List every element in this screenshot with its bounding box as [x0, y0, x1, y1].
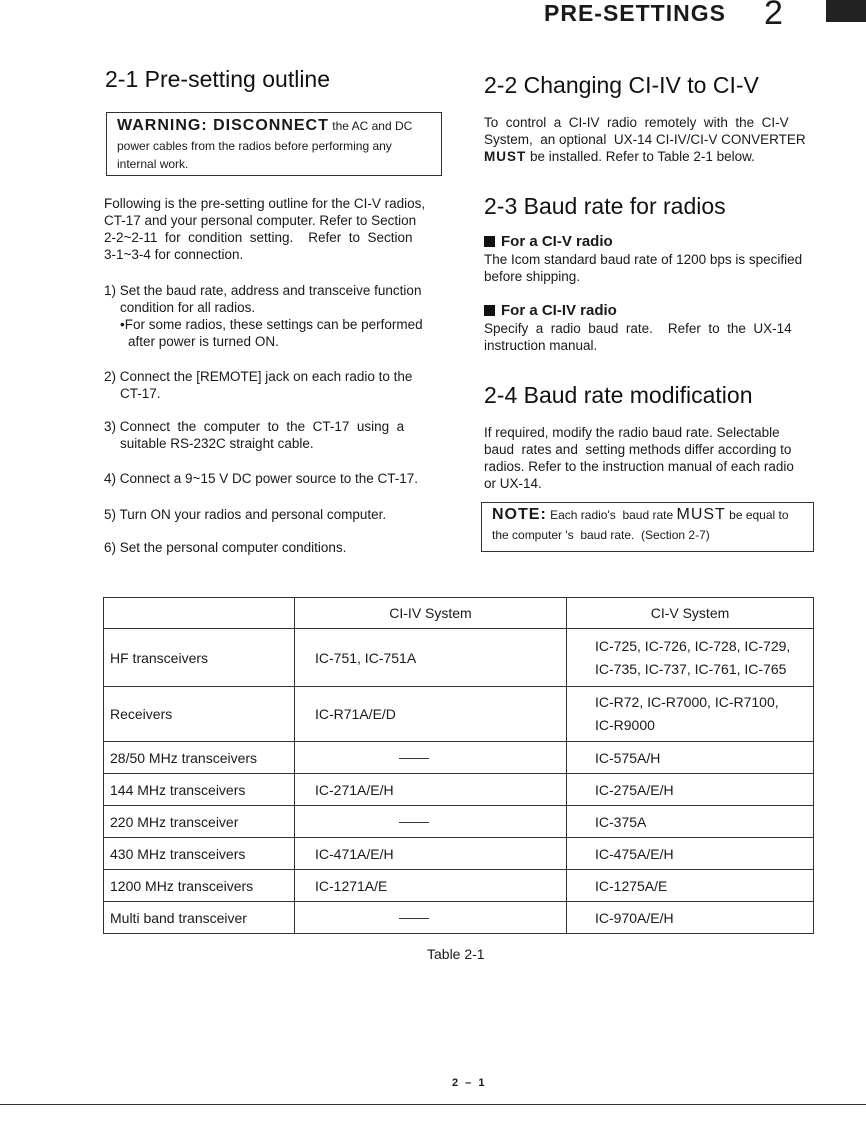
- body-line: Specify a radio baud rate. Refer to the UX-14: [484, 321, 792, 336]
- body-line: System, an optional UX-14 CI-IV/CI-V CONVERTER: [484, 132, 806, 147]
- intro-line: 3-1~3-4 for connection.: [104, 247, 244, 262]
- civ5-cell: [567, 687, 814, 742]
- intro-paragraph: [104, 195, 425, 263]
- subheading-civ: [484, 233, 613, 250]
- row-label: Receivers: [104, 687, 295, 742]
- civ5-cell: IC-275A/E/H: [567, 774, 814, 806]
- civ4-cell: [295, 742, 567, 774]
- step-text: suitable RS-232C straight cable.: [120, 436, 314, 451]
- row-label: 1200 MHz transceivers: [104, 870, 295, 902]
- warning-text-3: internal work.: [117, 157, 189, 171]
- row-label: 28/50 MHz transceivers: [104, 742, 295, 774]
- table-row: [104, 838, 814, 870]
- civ5-cell: IC-970A/E/H: [567, 902, 814, 934]
- warning-box: [106, 112, 442, 176]
- section-2-3-title: 2-3 Baud rate for radios: [484, 193, 726, 219]
- table-header-cell: [104, 598, 295, 629]
- table-row: [104, 806, 814, 838]
- row-label: 430 MHz transceivers: [104, 838, 295, 870]
- subheading-text: For a CI-IV radio: [501, 302, 617, 319]
- civ4-cell: [295, 902, 567, 934]
- cell-line: IC-725, IC-726, IC-728, IC-729,: [595, 637, 791, 654]
- warning-text-1: the AC and DC: [332, 119, 413, 133]
- note-heading: NOTE:: [492, 506, 547, 523]
- table-row: [104, 742, 814, 774]
- row-label: 144 MHz transceivers: [104, 774, 295, 806]
- body-line: or UX-14.: [484, 476, 542, 491]
- civ4-cell: IC-271A/E/H: [295, 774, 567, 806]
- section-2-4-title: 2-4 Baud rate modification: [484, 382, 753, 408]
- subheading-civ4: [484, 302, 617, 319]
- civ-body: [484, 251, 802, 285]
- intro-line: CT-17 and your personal computer. Refer to Section: [104, 213, 417, 228]
- body-line: The Icom standard baud rate of 1200 bps is specified: [484, 252, 803, 267]
- subheading-text: For a CI-V radio: [501, 233, 613, 250]
- note-text: Each radio's baud rate: [546, 508, 677, 522]
- intro-line: 2-2~2-11 for condition setting. Refer to Section: [104, 230, 413, 245]
- body-line: instruction manual.: [484, 338, 598, 353]
- body-line: before shipping.: [484, 269, 581, 284]
- civ5-cell: [567, 629, 814, 687]
- must-emphasis: MUST: [676, 506, 726, 523]
- none-dash: [399, 822, 429, 823]
- note-text: the computer 's baud rate. (Section 2-7): [492, 528, 710, 542]
- warning-text-2: power cables from the radios before performing any: [117, 139, 392, 153]
- body-line: If required, modify the radio baud rate. Selectable: [484, 425, 780, 440]
- step-text: condition for all radios.: [120, 300, 256, 315]
- footer-rule: [0, 1104, 866, 1105]
- body-line: To control a CI-IV radio remotely with the CI-V: [484, 115, 789, 130]
- civ4-cell: IC-1271A/E: [295, 870, 567, 902]
- civ5-cell: IC-1275A/E: [567, 870, 814, 902]
- none-dash: [399, 918, 429, 919]
- section-2-1-title: 2-1 Pre-setting outline: [105, 66, 331, 92]
- table-header-cell: CI-IV System: [295, 598, 567, 629]
- note-box: [481, 502, 814, 552]
- step-text: 1) Set the baud rate, address and transceive function: [104, 283, 422, 298]
- step-text: 3) Connect the computer to the CT-17 using a: [104, 419, 405, 434]
- table-row: [104, 870, 814, 902]
- step-4: 4) Connect a 9~15 V DC power source to the CT-17.: [104, 471, 419, 486]
- civ5-cell: IC-575A/H: [567, 742, 814, 774]
- note-text: be equal to: [725, 508, 789, 522]
- page-number: 2 – 1: [452, 1077, 487, 1089]
- section-2-2-title: 2-2 Changing CI-IV to CI-V: [484, 72, 759, 98]
- civ4-cell: [295, 806, 567, 838]
- step-text: CT-17.: [120, 386, 161, 401]
- page-header-title: PRE-SETTINGS: [544, 0, 726, 26]
- body-line: be installed. Refer to Table 2-1 below.: [526, 149, 755, 164]
- table-header-row: [104, 598, 814, 629]
- table-header-cell: CI-V System: [567, 598, 814, 629]
- civ4-cell: IC-751, IC-751A: [295, 629, 567, 687]
- step-2: [104, 368, 412, 402]
- body-line: baud rates and setting methods differ according to: [484, 442, 792, 457]
- civ4-cell: IC-471A/E/H: [295, 838, 567, 870]
- cell-line: IC-R9000: [595, 717, 655, 733]
- table-row: [104, 687, 814, 742]
- step-5: 5) Turn ON your radios and personal computer.: [104, 507, 387, 522]
- step-text: after power is turned ON.: [128, 334, 279, 349]
- square-bullet-icon: [484, 236, 495, 247]
- row-label: HF transceivers: [104, 629, 295, 687]
- step-text: 2) Connect the [REMOTE] jack on each radio to the: [104, 369, 413, 384]
- must-emphasis: MUST: [484, 149, 527, 164]
- civ5-cell: IC-375A: [567, 806, 814, 838]
- section-2-2-body: [484, 114, 806, 165]
- table-row: [104, 902, 814, 934]
- civ4-cell: IC-R71A/E/D: [295, 687, 567, 742]
- row-label: Multi band transceiver: [104, 902, 295, 934]
- cell-line: IC-735, IC-737, IC-761, IC-765: [595, 660, 787, 677]
- table-row: [104, 774, 814, 806]
- none-dash: [399, 758, 429, 759]
- step-6: 6) Set the personal computer conditions.: [104, 540, 347, 555]
- section-2-4-body: [484, 424, 794, 492]
- step-1: [104, 282, 423, 350]
- chapter-tab-marker: [826, 0, 866, 22]
- body-line: radios. Refer to the instruction manual of each radio: [484, 459, 794, 474]
- cell-line: IC-R72, IC-R7000, IC-R7100,: [595, 694, 779, 710]
- civ4-body: [484, 320, 792, 354]
- intro-line: Following is the pre-setting outline for the CI-V radios,: [104, 196, 426, 211]
- compatibility-table: [103, 597, 814, 934]
- chapter-number: 2: [764, 0, 783, 32]
- step-3: [104, 418, 404, 452]
- table-caption: Table 2-1: [427, 946, 485, 962]
- step-text: •For some radios, these settings can be performed: [120, 317, 423, 332]
- civ5-cell: IC-475A/E/H: [567, 838, 814, 870]
- square-bullet-icon: [484, 305, 495, 316]
- warning-heading: WARNING: DISCONNECT: [117, 117, 329, 134]
- table-row: [104, 629, 814, 687]
- row-label: 220 MHz transceiver: [104, 806, 295, 838]
